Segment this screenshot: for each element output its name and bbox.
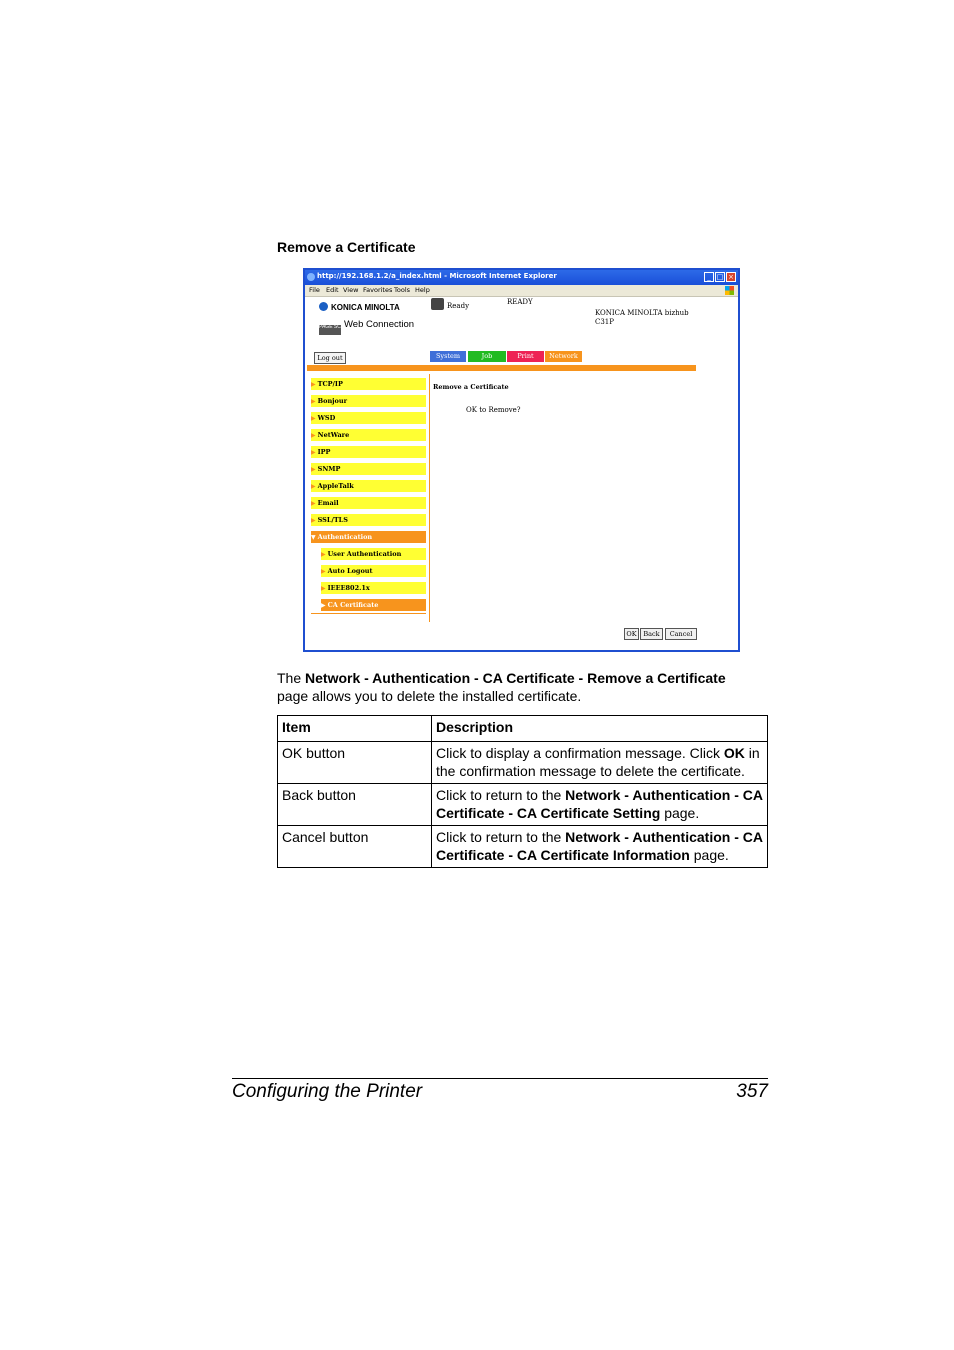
menu-edit[interactable]: Edit (326, 286, 339, 294)
model-name: KONICA MINOLTA bizhub C31P (595, 309, 689, 326)
footer-title: Configuring the Printer (232, 1081, 423, 1102)
item-cell: OK button (278, 742, 432, 784)
menu-help[interactable]: Help (415, 286, 430, 294)
table-header-row (278, 716, 768, 742)
page-number: 357 (736, 1081, 768, 1102)
maximize-icon[interactable]: □ (716, 273, 724, 281)
confirm-question: OK to Remove? (466, 406, 521, 414)
logout-button[interactable]: Log out (314, 352, 346, 364)
nav-item-ieee8021x[interactable]: ▶ IEEE802.1x (321, 582, 426, 594)
back-button[interactable]: Back (640, 628, 663, 640)
header-item: Item (278, 716, 432, 742)
printer-icon (431, 298, 444, 310)
nav-bottom-rule (311, 613, 426, 614)
web-connection-logo: PAGE SCOPEWeb Connection (319, 319, 414, 335)
tab-system[interactable]: System (430, 351, 466, 362)
status-small: Ready (447, 302, 470, 310)
ok-button[interactable]: OK (624, 628, 639, 640)
nav-item-appletalk[interactable]: ▶ AppleTalk (311, 480, 426, 492)
nav-item-netware[interactable]: ▶ NetWare (311, 429, 426, 441)
footer-rule (232, 1078, 768, 1079)
menu-tools[interactable]: Tools (394, 286, 411, 294)
tab-job[interactable]: Job (468, 351, 506, 362)
window-title: http://192.168.1.2/a_index.html - Microsoft Internet Explorer (317, 272, 557, 280)
pagescope-icon: PAGE SCOPE (319, 325, 341, 335)
section-title: Remove a Certificate (277, 239, 416, 255)
minimize-icon[interactable]: _ (704, 272, 714, 282)
header-divider (307, 365, 696, 371)
item-cell: Cancel button (278, 826, 432, 868)
menu-favorites[interactable]: Favorites (363, 286, 393, 294)
nav-item-tcpip[interactable]: ▶ TCP/IP (311, 378, 426, 390)
cancel-button[interactable]: Cancel (665, 628, 697, 640)
nav-item-user-authentication[interactable]: ▶ User Authentication (321, 548, 426, 560)
close-icon[interactable]: × (726, 272, 736, 282)
nav-item-ssl-tls[interactable]: ▶ SSL/TLS (311, 514, 426, 526)
tab-print[interactable]: Print (507, 351, 544, 362)
window-titlebar (305, 270, 738, 285)
nav-item-authentication[interactable]: ▼ Authentication (311, 531, 426, 543)
header-description: Description (432, 716, 768, 742)
tab-network[interactable]: Network (545, 351, 582, 362)
globe-icon (319, 302, 328, 311)
nav-item-wsd[interactable]: ▶ WSD (311, 412, 426, 424)
nav-item-ca-certificate[interactable]: ▶ CA Certificate (321, 599, 426, 611)
browser-screenshot (303, 268, 740, 652)
windows-logo-icon (725, 286, 734, 295)
konica-minolta-logo: KONICA MINOLTA (319, 302, 400, 312)
menu-bar (305, 285, 738, 297)
nav-item-bonjour[interactable]: ▶ Bonjour (311, 395, 426, 407)
nav-item-email[interactable]: ▶ Email (311, 497, 426, 509)
nav-item-snmp[interactable]: ▶ SNMP (311, 463, 426, 475)
description-paragraph: The Network - Authentication - CA Certificate - Remove a Certificate page allows you to delete the installed certificate. (277, 670, 726, 704)
ie-icon (307, 273, 315, 281)
description-cell: Click to display a confirmation message. Click OK in the confirmation message to delete the certificate. (432, 742, 768, 784)
table-row (278, 742, 768, 784)
item-description-table (277, 715, 768, 868)
status-big: READY (507, 298, 533, 306)
description-cell: Click to return to the Network - Authentication - CA Certificate - CA Certificate Information page. (432, 826, 768, 868)
table-row (278, 826, 768, 868)
menu-view[interactable]: View (343, 286, 359, 294)
nav-item-ipp[interactable]: ▶ IPP (311, 446, 426, 458)
table-row (278, 784, 768, 826)
nav-separator (429, 374, 430, 622)
item-cell: Back button (278, 784, 432, 826)
description-cell: Click to return to the Network - Authentication - CA Certificate - CA Certificate Setting page. (432, 784, 768, 826)
nav-item-auto-logout[interactable]: ▶ Auto Logout (321, 565, 426, 577)
content-title: Remove a Certificate (433, 383, 509, 391)
menu-file[interactable]: File (309, 286, 320, 294)
